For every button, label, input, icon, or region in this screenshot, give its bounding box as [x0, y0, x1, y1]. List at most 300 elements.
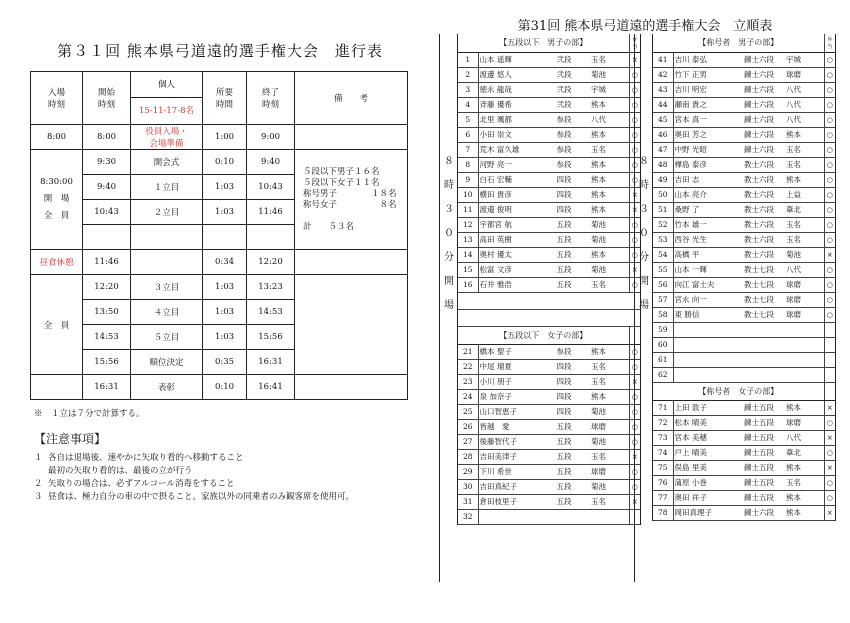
vertical-char: 分	[639, 252, 649, 263]
cell-duration: 0:10	[203, 375, 247, 400]
player-row	[653, 400, 835, 415]
player-region: 熊本	[590, 247, 629, 262]
cell-event: 役員入場・ 会場準備	[131, 125, 203, 150]
caution-text: 各自は退場後、速やかに矢取り看的へ移動すること	[48, 453, 244, 463]
cell-start: 12:20	[83, 275, 131, 300]
player-rank: 弐段	[538, 67, 590, 82]
player-rank: 錬士六段	[733, 52, 785, 67]
left-rule	[439, 34, 440, 582]
player-check: ○	[824, 415, 835, 430]
player-region: 熊本	[590, 202, 629, 217]
player-region: 球磨	[590, 464, 629, 479]
player-rank: 四段	[538, 202, 590, 217]
player-rank	[733, 322, 785, 337]
section-title: 【五段以下 女子の部】	[458, 326, 629, 344]
player-region: 八代	[785, 430, 824, 445]
player-number: 11	[458, 202, 478, 217]
player-number: 74	[653, 445, 673, 460]
caution-number: ３	[34, 492, 43, 502]
player-check: ○	[824, 475, 835, 490]
player-name: 宮本 美穂	[673, 430, 733, 445]
player-check: ○	[629, 217, 640, 232]
player-number: 10	[458, 187, 478, 202]
vertical-char: ８	[639, 156, 649, 167]
spacer-row	[458, 309, 640, 326]
player-name: 横田 貴彦	[478, 187, 538, 202]
player-name: 山口智恵子	[478, 404, 538, 419]
player-number: 32	[458, 509, 478, 524]
player-number: 43	[653, 82, 673, 97]
cell-event: ３立目	[131, 275, 203, 300]
player-region: 熊本	[590, 344, 629, 359]
player-region: 球磨	[785, 67, 824, 82]
player-number: 13	[458, 232, 478, 247]
player-rank: 五段	[538, 434, 590, 449]
player-rank: 錬士五段	[733, 415, 785, 430]
player-name: 中野 光昭	[673, 142, 733, 157]
player-check: ○	[824, 157, 835, 172]
player-region	[590, 509, 629, 524]
player-check: ○	[824, 142, 835, 157]
player-name: 後藤智代子	[478, 434, 538, 449]
player-number: 29	[458, 464, 478, 479]
player-number: 21	[458, 344, 478, 359]
player-check	[824, 352, 835, 367]
player-check: ○	[824, 112, 835, 127]
player-name: 吉田 志	[673, 172, 733, 187]
player-row	[458, 217, 640, 232]
player-region: 熊本	[590, 187, 629, 202]
player-row	[653, 490, 835, 505]
player-name: 高橋 平	[673, 247, 733, 262]
player-region: 菊池	[785, 247, 824, 262]
player-name	[673, 322, 733, 337]
player-row	[653, 475, 835, 490]
player-rank: 錬士五段	[733, 490, 785, 505]
player-row	[653, 247, 835, 262]
player-rank: 四段	[538, 172, 590, 187]
cell-end: 10:43	[247, 175, 295, 200]
player-check: ○	[629, 97, 640, 112]
player-row	[458, 82, 640, 97]
player-row	[653, 337, 835, 352]
player-row	[458, 494, 640, 509]
player-row	[653, 415, 835, 430]
player-rank: 参段	[538, 127, 590, 142]
spacer-row	[458, 292, 640, 309]
player-name: 蒲原 小巻	[673, 475, 733, 490]
player-name: 荒木 富久雄	[478, 142, 538, 157]
vertical-char: 時	[639, 180, 649, 191]
player-number: 75	[653, 460, 673, 475]
player-row	[653, 67, 835, 82]
player-name: 吉田美津子	[478, 449, 538, 464]
player-row	[653, 112, 835, 127]
player-check: ○	[824, 97, 835, 112]
player-row	[653, 367, 835, 382]
cell-start: 9:30	[83, 150, 131, 175]
caution-item	[34, 478, 354, 491]
player-number: 28	[458, 449, 478, 464]
player-region: 熊本	[785, 127, 824, 142]
player-rank: 四段	[538, 187, 590, 202]
player-region: 玉名	[590, 277, 629, 292]
player-number: 2	[458, 67, 478, 82]
cell-remarks	[295, 125, 408, 150]
player-rank: 錬士六段	[733, 505, 785, 520]
player-check: ○	[629, 112, 640, 127]
player-number: 51	[653, 202, 673, 217]
player-row	[458, 449, 640, 464]
player-region: 葦北	[785, 445, 824, 460]
cell-duration: 0:35	[203, 350, 247, 375]
player-check: ○	[824, 292, 835, 307]
player-region: 菊池	[590, 67, 629, 82]
player-check: ×	[824, 430, 835, 445]
player-row	[653, 505, 835, 520]
player-row	[653, 202, 835, 217]
player-row	[653, 277, 835, 292]
player-number: 57	[653, 292, 673, 307]
player-rank: 教士六段	[733, 247, 785, 262]
player-name: 山本 遥輝	[478, 52, 538, 67]
player-rank: 錬士六段	[733, 142, 785, 157]
player-row	[653, 307, 835, 322]
player-check: ×	[824, 460, 835, 475]
player-region: 玉名	[785, 475, 824, 490]
player-region: 菊池	[590, 479, 629, 494]
player-row	[458, 247, 640, 262]
player-check: ○	[824, 82, 835, 97]
player-region: 八代	[785, 112, 824, 127]
player-check: ○	[629, 359, 640, 374]
schedule-header-row	[31, 72, 408, 125]
player-row	[653, 187, 835, 202]
player-check: ○	[629, 247, 640, 262]
player-number: 53	[653, 232, 673, 247]
order-title: 第31回 熊本県弓道遠的選手権大会 立順表	[517, 19, 773, 34]
cell-remarks-counts: ５段以下男子１６名 ５段以下女子１１名 称号男子 １８名 称号女子 ８名 計 ５３名	[295, 150, 408, 250]
header-remarks: 備 考	[295, 72, 408, 125]
player-row	[458, 434, 640, 449]
player-region: 熊本	[785, 460, 824, 475]
player-region: 球磨	[785, 307, 824, 322]
cell-duration: 1:03	[203, 200, 247, 225]
vertical-char: 時	[444, 180, 454, 191]
player-rank: 五段	[538, 449, 590, 464]
player-number: 16	[458, 277, 478, 292]
player-check: ○	[824, 187, 835, 202]
player-row	[458, 97, 640, 112]
player-rank: 五段	[538, 262, 590, 277]
player-rank: 錬士六段	[733, 127, 785, 142]
player-row	[653, 232, 835, 247]
header-individual-label: 個人	[131, 72, 202, 98]
player-rank: 五段	[538, 464, 590, 479]
player-check: ○	[629, 479, 640, 494]
player-check: ○	[629, 172, 640, 187]
player-name: 吉田真紀子	[478, 479, 538, 494]
player-rank: 参段	[538, 157, 590, 172]
player-check: ○	[629, 82, 640, 97]
cell-end: 14:53	[247, 300, 295, 325]
player-region: 玉名	[590, 52, 629, 67]
section-title: 【称号者 女子の部】	[653, 382, 824, 400]
player-rank: 五段	[538, 494, 590, 509]
player-rank	[733, 367, 785, 382]
player-name: 奥田 祥子	[673, 490, 733, 505]
player-check: ○	[629, 344, 640, 359]
player-row	[458, 187, 640, 202]
player-rank: 教士六段	[733, 217, 785, 232]
player-region: 玉名	[590, 359, 629, 374]
player-row	[458, 157, 640, 172]
player-name: 吉川 明宏	[673, 82, 733, 97]
cell-event: 開会式	[131, 150, 203, 175]
player-row	[458, 464, 640, 479]
player-rank: 弐段	[538, 97, 590, 112]
player-row	[653, 322, 835, 337]
player-region: 菊池	[590, 262, 629, 277]
player-row	[458, 389, 640, 404]
cell-event: １立目	[131, 175, 203, 200]
player-name: 松本 晴美	[673, 415, 733, 430]
player-region: 熊本	[785, 505, 824, 520]
cell-end: 16:31	[247, 350, 295, 375]
vertical-char: 開	[639, 276, 649, 287]
cell-end: 9:40	[247, 150, 295, 175]
player-row	[653, 52, 835, 67]
player-number: 7	[458, 142, 478, 157]
player-rank	[733, 352, 785, 367]
player-number: 72	[653, 415, 673, 430]
player-name: 中尾 瑠夏	[478, 359, 538, 374]
player-name: 宇都宮 航	[478, 217, 538, 232]
player-rank: 五段	[538, 277, 590, 292]
section-header	[653, 34, 835, 52]
player-region: 八代	[785, 97, 824, 112]
player-number: 44	[653, 97, 673, 112]
player-number: 76	[653, 475, 673, 490]
order-column-right	[652, 34, 836, 521]
player-rank	[538, 509, 590, 524]
player-region: 玉名	[590, 494, 629, 509]
cell-lunch-label: 昼食休憩	[31, 250, 83, 275]
order-column-left	[457, 34, 641, 525]
player-number: 42	[653, 67, 673, 82]
player-name: 皆越 愛	[478, 419, 538, 434]
player-check: ×	[629, 202, 640, 217]
player-check: ○	[824, 307, 835, 322]
player-name: 山本 一輝	[673, 262, 733, 277]
player-number: 4	[458, 97, 478, 112]
player-number: 62	[653, 367, 673, 382]
player-number: 23	[458, 374, 478, 389]
cell-end: 11:46	[247, 200, 295, 225]
player-rank: 錬士六段	[733, 67, 785, 82]
player-check: ×	[824, 400, 835, 415]
player-rank: 参段	[538, 112, 590, 127]
player-row	[458, 509, 640, 524]
player-region: 玉名	[590, 374, 629, 389]
player-number: 47	[653, 142, 673, 157]
player-number: 6	[458, 127, 478, 142]
player-rank: 弐段	[538, 82, 590, 97]
player-rank: 五段	[538, 217, 590, 232]
player-check: ○	[824, 490, 835, 505]
player-check: ×	[629, 187, 640, 202]
player-check: ×	[824, 247, 835, 262]
player-region: 玉名	[785, 232, 824, 247]
player-number: 59	[653, 322, 673, 337]
player-region: 熊本	[590, 97, 629, 112]
player-row	[458, 344, 640, 359]
player-check: ○	[824, 67, 835, 82]
player-check: ○	[629, 464, 640, 479]
cell-start: 9:40	[83, 175, 131, 200]
player-rank: 教士七段	[733, 307, 785, 322]
player-region: 玉名	[590, 449, 629, 464]
player-row	[653, 142, 835, 157]
player-region	[785, 352, 824, 367]
player-rank: 教士七段	[733, 292, 785, 307]
player-row	[653, 157, 835, 172]
cell-end: 15:56	[247, 325, 295, 350]
player-check: ○	[629, 67, 640, 82]
caution-number	[34, 465, 48, 478]
player-number: 55	[653, 262, 673, 277]
vertical-char: ８	[444, 156, 454, 167]
cell-event: 表彰	[131, 375, 203, 400]
header-start-time: 開始 時刻	[83, 72, 131, 125]
caution-item	[34, 452, 354, 465]
schedule-row	[31, 375, 408, 400]
cell-start: 10:43	[83, 200, 131, 225]
player-region: 玉名	[785, 142, 824, 157]
player-number: 24	[458, 389, 478, 404]
player-row	[458, 202, 640, 217]
open-time-vertical-left	[441, 150, 457, 318]
player-number: 48	[653, 157, 673, 172]
player-region: 球磨	[785, 277, 824, 292]
player-check: ○	[629, 142, 640, 157]
player-number: 22	[458, 359, 478, 374]
header-individual	[131, 72, 203, 125]
player-region: 八代	[785, 262, 824, 277]
player-number: 58	[653, 307, 673, 322]
player-row	[458, 67, 640, 82]
player-check: ×	[629, 374, 640, 389]
player-rank: 教士六段	[733, 157, 785, 172]
section-header	[458, 326, 640, 344]
player-name: 竹本 雄一	[673, 217, 733, 232]
player-check: ○	[629, 157, 640, 172]
check-header: 弁当	[824, 34, 835, 52]
player-name: 奥村 優太	[478, 247, 538, 262]
player-number: 77	[653, 490, 673, 505]
player-check	[824, 367, 835, 382]
cell-end: 9:00	[247, 125, 295, 150]
player-check: ○	[824, 127, 835, 142]
player-number: 78	[653, 505, 673, 520]
section-header	[458, 34, 640, 52]
player-rank: 教士七段	[733, 262, 785, 277]
schedule-row	[31, 150, 408, 175]
player-region: 球磨	[590, 419, 629, 434]
player-region	[785, 367, 824, 382]
section-title: 【称号者 男子の部】	[653, 34, 824, 52]
player-name: 小田 崇文	[478, 127, 538, 142]
player-name: 斉藤 優希	[478, 97, 538, 112]
player-region: 玉名	[785, 217, 824, 232]
player-row	[458, 127, 640, 142]
player-name: 西谷 光生	[673, 232, 733, 247]
player-rank: 四段	[538, 374, 590, 389]
player-number: 56	[653, 277, 673, 292]
cell-entry-block: 8:30:00 開 場 全 員	[31, 150, 83, 250]
section-title: 【五段以下 男子の部】	[458, 34, 629, 52]
player-name: 小川 朋子	[478, 374, 538, 389]
player-rank: 教士六段	[733, 202, 785, 217]
player-check: ×	[629, 449, 640, 464]
header-individual-sub: 15-11-17-8名	[139, 106, 194, 116]
player-check: ○	[824, 232, 835, 247]
player-number: 50	[653, 187, 673, 202]
player-name: 山本 亮介	[673, 187, 733, 202]
caution-title: 【注意事項】	[34, 432, 107, 446]
player-region: 菊池	[590, 232, 629, 247]
player-region: 球磨	[785, 415, 824, 430]
player-rank: 参段	[538, 344, 590, 359]
player-rank: 教士六段	[733, 172, 785, 187]
player-region: 熊本	[590, 157, 629, 172]
check-header	[824, 382, 835, 400]
player-name: 北里 颯都	[478, 112, 538, 127]
player-number: 45	[653, 112, 673, 127]
player-number: 8	[458, 157, 478, 172]
player-name: 竹下 正男	[673, 67, 733, 82]
cell-start: 8:00	[83, 125, 131, 150]
player-name: 石井 雅浩	[478, 277, 538, 292]
player-number: 31	[458, 494, 478, 509]
player-region: 上益	[785, 187, 824, 202]
player-row	[458, 262, 640, 277]
player-name: 戸上 晴美	[673, 445, 733, 460]
header-duration: 所要 時間	[203, 72, 247, 125]
player-check	[824, 337, 835, 352]
cell-end: 13:23	[247, 275, 295, 300]
cell-duration: 0:10	[203, 150, 247, 175]
player-number: 3	[458, 82, 478, 97]
player-region: 葦北	[785, 202, 824, 217]
player-name: 向江 富士夫	[673, 277, 733, 292]
player-rank: 錬士五段	[733, 430, 785, 445]
player-region: 熊本	[785, 490, 824, 505]
schedule-row-lunch	[31, 250, 408, 275]
player-number: 27	[458, 434, 478, 449]
vertical-char: 場	[444, 300, 454, 311]
player-check	[824, 322, 835, 337]
player-rank: 四段	[538, 404, 590, 419]
player-name: 宮本 真一	[673, 112, 733, 127]
player-rank: 錬士五段	[733, 460, 785, 475]
cell-start: 13:50	[83, 300, 131, 325]
player-region: 熊本	[590, 127, 629, 142]
player-row	[653, 445, 835, 460]
vertical-char: 分	[444, 252, 454, 263]
player-name	[673, 337, 733, 352]
caution-text: 最初の矢取り看的は、最後の立が行う	[48, 466, 193, 476]
